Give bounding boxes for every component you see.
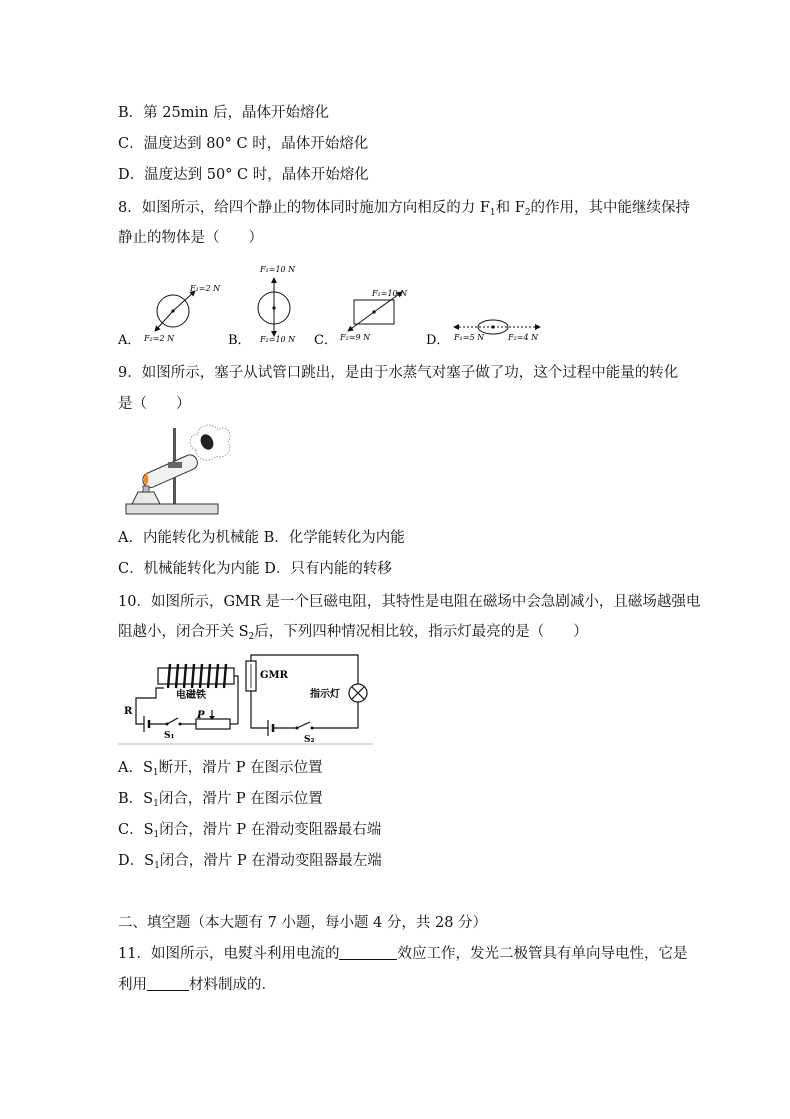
q11-blank-1[interactable] (339, 945, 397, 960)
switch-s1 (167, 718, 178, 724)
q11-line1 (118, 944, 687, 964)
q11-text-c: 利用 (118, 977, 147, 993)
q7-option-b: B．第 25min 后，晶体开始熔化 (118, 105, 330, 121)
q11-line2 (118, 975, 276, 995)
q10-option-a-pre: A．S (118, 760, 153, 776)
q8-a-f2-label: F₂=2 N (144, 334, 175, 343)
q10-option-d-post: 闭合，滑片 P 在滑动变阻器最左端 (159, 853, 382, 869)
q9-stem-line2: 是（ ） (118, 396, 191, 412)
lamp-label: 指示灯 (310, 689, 340, 700)
q10-option-a-sub: 1 (152, 768, 159, 778)
alcohol-lamp (132, 492, 160, 504)
q10-option-d-sub: 1 (154, 861, 160, 871)
q10-stem-line2 (118, 622, 588, 647)
q9-options-ab: A．内能转化为机械能 B．化学能转化为内能 (118, 530, 405, 546)
stand-base (126, 504, 218, 514)
q8-c-f2-label: F₂=9 N (340, 333, 371, 342)
q11-text-d: 材料制成的． (189, 977, 276, 993)
q10-option-c-pre: C．S (118, 822, 154, 838)
s2-label: S₂ (304, 735, 315, 745)
q8-f2-subscript: 2 (524, 208, 531, 218)
q8-label-c: C． (314, 333, 337, 348)
clamp (168, 462, 182, 468)
q10-option-a-post: 断开，滑片 P 在图示位置 (158, 760, 323, 776)
q8-d-f1-label: F₁=5 N (454, 333, 485, 342)
q8-d-f2-label: F₂=4 N (508, 333, 539, 342)
q10-option-c (118, 820, 381, 845)
q10-option-c-sub: 1 (153, 830, 160, 840)
q8-stem-text-c: 的作用，其中能继续保持 (530, 200, 691, 216)
q9-options-cd: C．机械能转化为内能 D．只有内能的转移 (118, 561, 392, 577)
switch-s2 (297, 722, 310, 728)
resistor-label: R (124, 706, 133, 717)
q8-b-f2-label: F₂=10 N (260, 335, 296, 344)
q10-stem-text-a: 阻越小，闭合开关 S (118, 624, 249, 640)
q8-label-a: A． (118, 333, 141, 348)
q8-stem-line2: 静止的物体是（ ） (118, 230, 263, 246)
q10-option-b-post: 闭合，滑片 P 在图示位置 (158, 791, 323, 807)
q11-text-a: 11．如图所示，电熨斗利用电流的 (118, 946, 340, 962)
q9-test-tube-figure (118, 420, 233, 520)
q8-label-d: D． (426, 333, 450, 348)
q8-c-f2-arrow (348, 312, 374, 331)
slider-p-label: P (197, 710, 205, 721)
q8-a-f1-label: F₁=2 N (190, 284, 221, 293)
q10-s2-subscript: 2 (248, 632, 255, 642)
q8-label-b: B． (228, 333, 251, 348)
q8-stem-text-a: 8．如图所示，给四个静止的物体同时施加方向相反的力 F (118, 200, 490, 216)
stopper (198, 432, 216, 452)
q10-stem-line1: 10．如图所示，GMR 是一个巨磁电阻，其特性是电阻在磁场中会急剧减小，且磁场越强电 (118, 594, 701, 610)
q8-stem-text-b: 和 F (495, 200, 525, 216)
q10-stem-text-b: 后，下列四种情况相比较，指示灯最亮的是（ ） (254, 624, 588, 640)
q7-option-c: C．温度达到 80° C 时，晶体开始熔化 (118, 136, 369, 152)
test-tube (141, 453, 200, 490)
q7-option-d: D．温度达到 50° C 时，晶体开始熔化 (118, 167, 369, 183)
q10-option-b-sub: 1 (153, 799, 159, 809)
q9-stem-line1: 9．如图所示，塞子从试管口跳出，是由于水蒸气对塞子做了功，这个过程中能量的转化 (118, 365, 679, 381)
gmr-label: GMR (260, 670, 288, 681)
q11-text-b: 效应工作，发光二极管具有单向导电性，它是 (397, 946, 688, 962)
section2-heading: 二、填空题（本大题有 7 小题，每小题 4 分，共 28 分） (118, 915, 488, 931)
q10-option-b (118, 789, 323, 814)
q8-force-figure (110, 260, 550, 350)
q10-circuit-figure (118, 652, 373, 746)
q11-blank-2[interactable] (147, 976, 189, 991)
s1-label: S₁ (164, 731, 175, 741)
electromagnet-label: 电磁铁 (176, 690, 206, 701)
q8-c-f1-label: F₁=10 N (372, 289, 408, 298)
q10-option-a (118, 758, 323, 783)
q8-stem-line1 (118, 198, 690, 223)
q10-option-d (118, 851, 382, 876)
q10-option-d-pre: D．S (118, 853, 155, 869)
q8-f1-subscript: 1 (489, 208, 496, 218)
q10-option-b-pre: B．S (118, 791, 154, 807)
q8-b-f1-label: F₁=10 N (260, 265, 296, 274)
q8-a-f1-arrow (173, 291, 195, 311)
q10-option-c-post: 闭合，滑片 P 在滑动变阻器最右端 (159, 822, 382, 838)
